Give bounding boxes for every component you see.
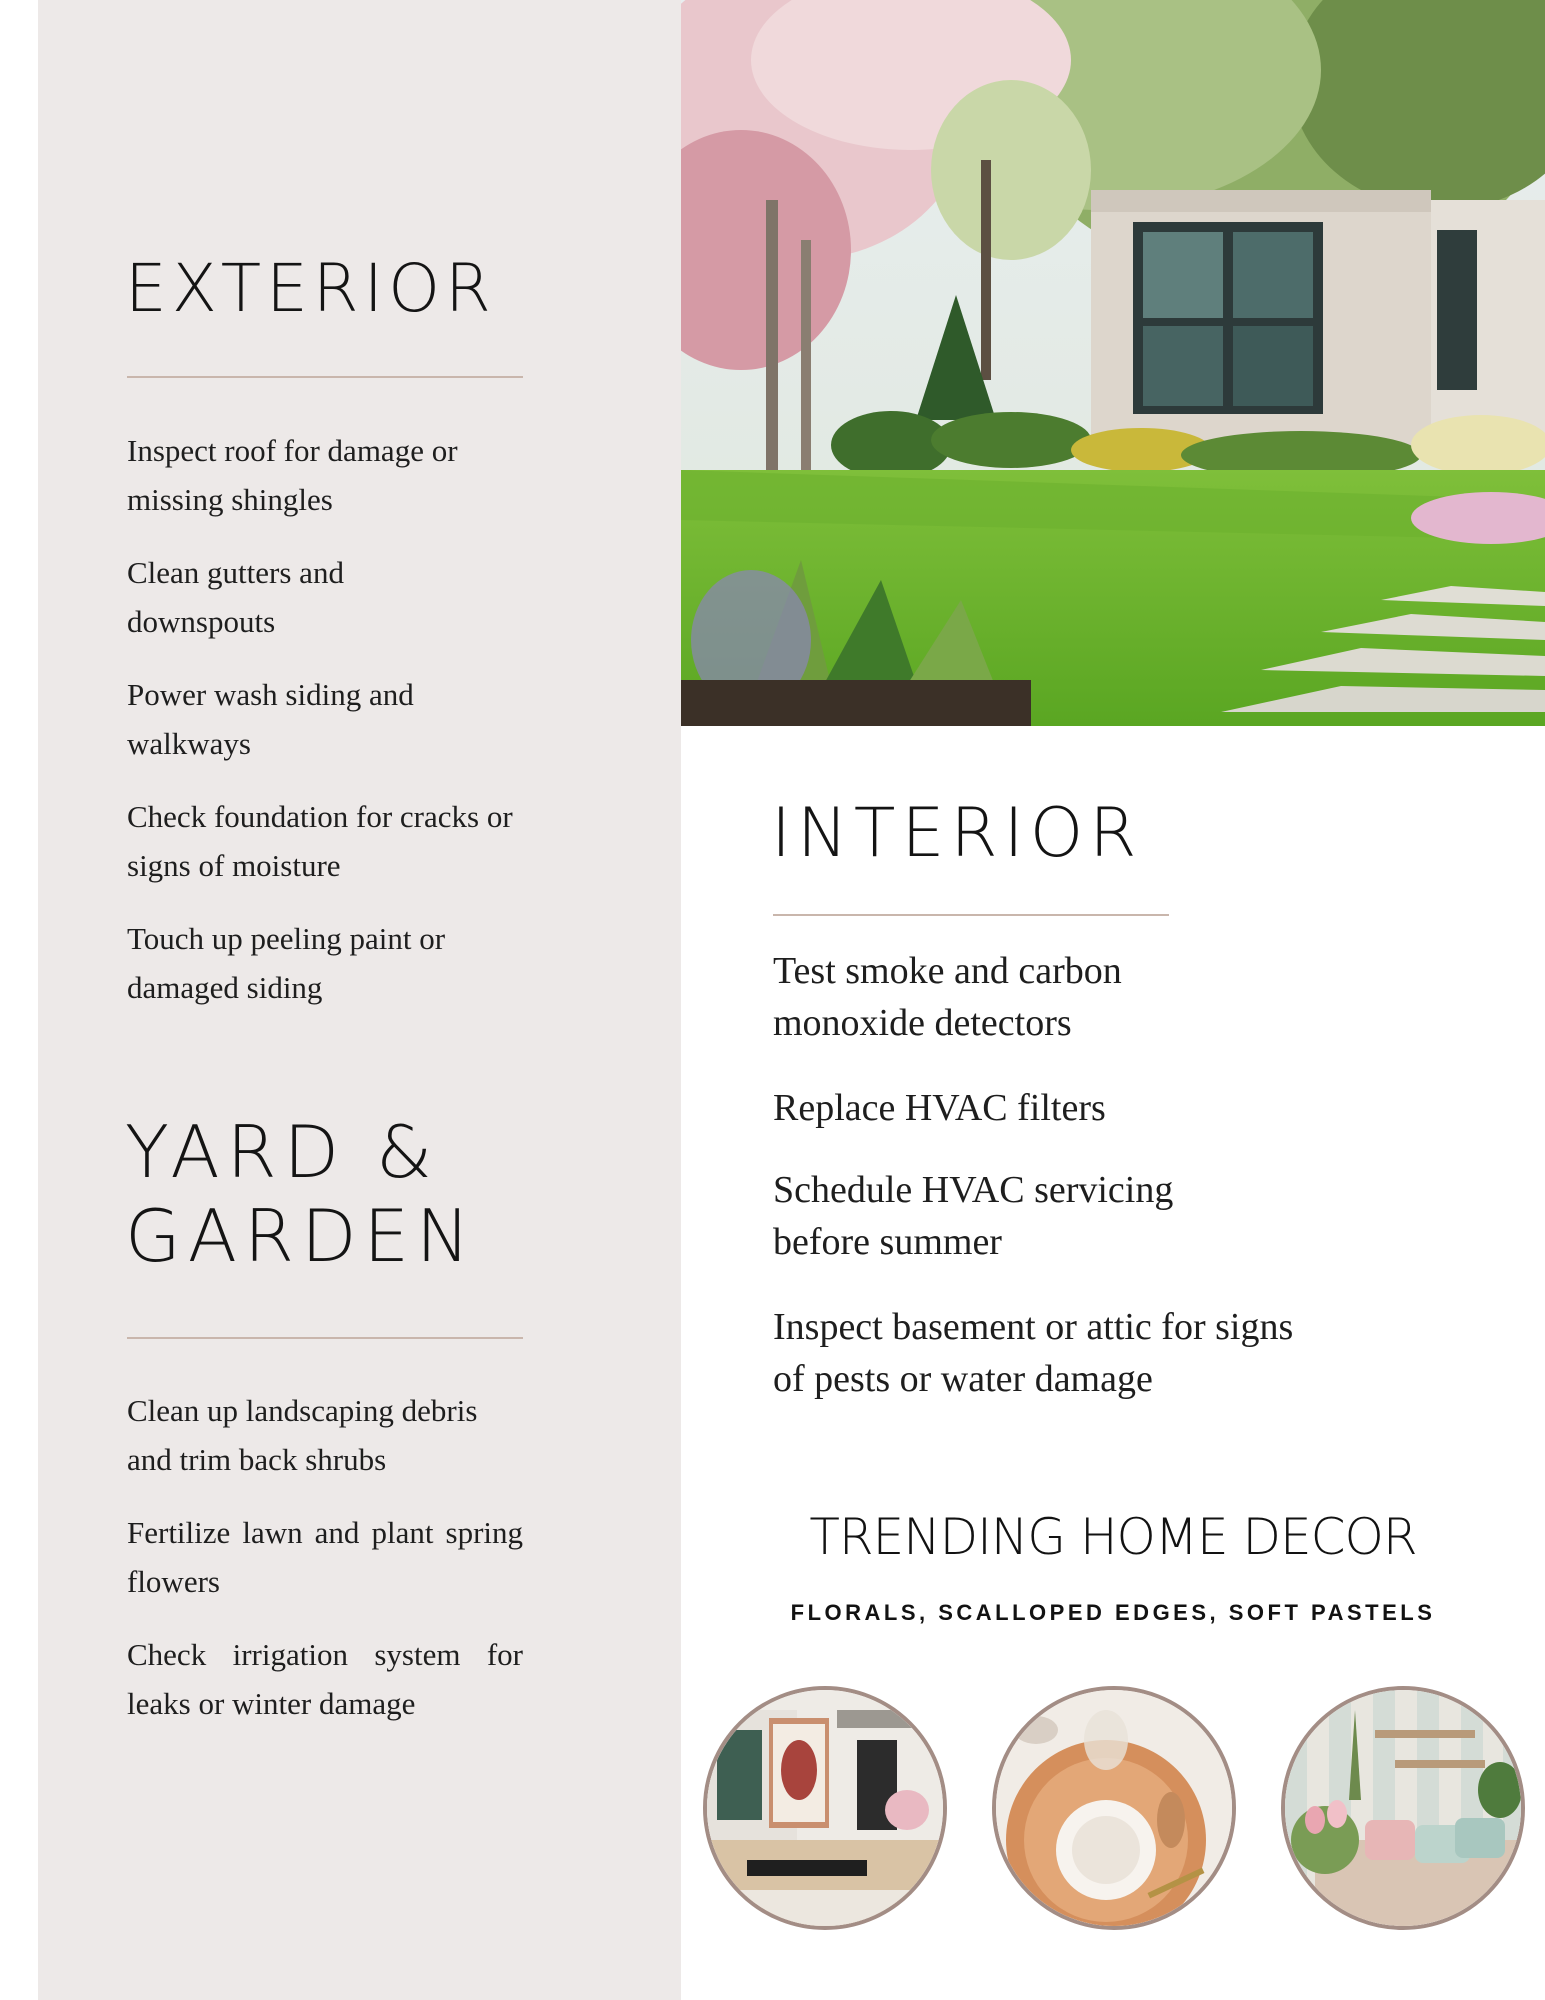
trending-title: TRENDING HOME DECOR xyxy=(809,1508,1417,1566)
pastel-living-room-image xyxy=(1281,1686,1525,1930)
interior-heading: INTERIOR xyxy=(771,794,1143,873)
table-setting-image xyxy=(992,1686,1236,1930)
exterior-item: Clean gutters and downspouts xyxy=(127,555,344,639)
trending-subtitle: FLORALS, SCALLOPED EDGES, SOFT PASTELS xyxy=(790,1600,1436,1625)
exterior-item: Touch up peeling paint or damaged siding xyxy=(127,921,446,1005)
exterior-heading: EXTERIOR xyxy=(125,250,496,327)
yard-item: Check irrigation system for leaks or winter damage xyxy=(127,1637,523,1721)
yard-divider xyxy=(127,1337,523,1339)
exterior-divider xyxy=(127,376,523,378)
yard-heading-line1: YARD & xyxy=(125,1110,440,1194)
interior-item: Test smoke and carbon monoxide detectors xyxy=(773,950,1122,1044)
yard-item: Clean up landscaping debris and trim back shrubs xyxy=(127,1393,478,1477)
yard-item: Fertilize lawn and plant spring flowers xyxy=(127,1515,523,1599)
yard-heading-line2: GARDEN xyxy=(125,1194,477,1278)
interior-item: Inspect basement or attic for signs of pests or water damage xyxy=(773,1306,1294,1400)
interior-divider xyxy=(773,914,1169,916)
interior-item: Replace HVAC filters xyxy=(773,1087,1106,1129)
exterior-item: Power wash siding and walkways xyxy=(127,677,414,761)
kitchen-decor-image xyxy=(703,1686,947,1930)
exterior-item: Check foundation for cracks or signs of moisture xyxy=(127,799,513,883)
interior-item: Schedule HVAC servicing before summer xyxy=(773,1169,1174,1263)
exterior-item: Inspect roof for damage or missing shingles xyxy=(127,433,458,517)
garden-house-image xyxy=(681,0,1545,726)
